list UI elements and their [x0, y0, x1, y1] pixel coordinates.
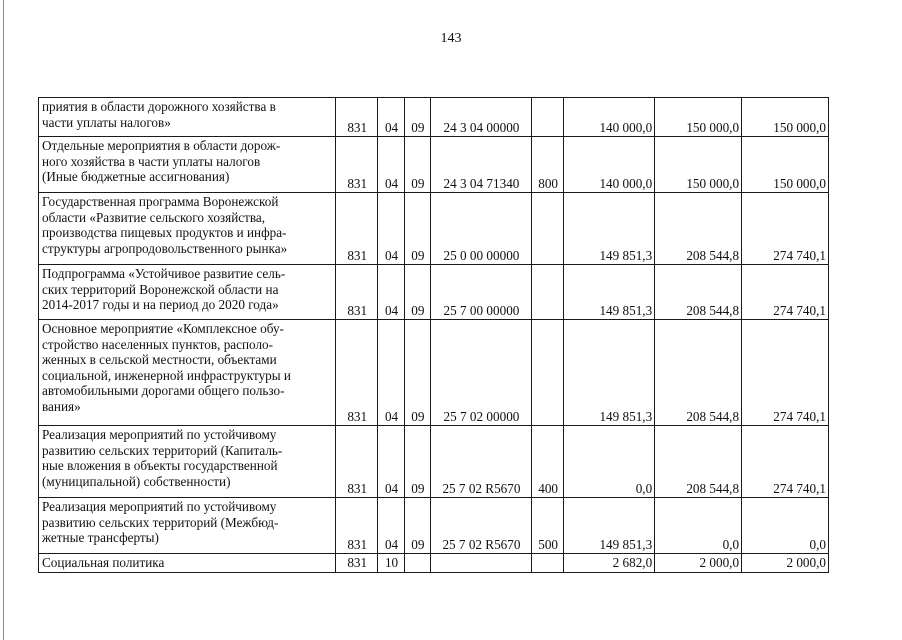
- item-name-line: части уплаты налогов»: [42, 114, 171, 130]
- table-row: [39, 193, 829, 265]
- item-name-cell: [39, 498, 336, 554]
- amount-cell-2: 208 544,8: [655, 320, 742, 426]
- section-cell: 04: [378, 320, 404, 426]
- budget-table-body: [39, 98, 829, 573]
- amount-cell-1: 149 851,3: [564, 193, 655, 265]
- subsection-cell: 09: [404, 320, 430, 426]
- subsection-cell: [404, 554, 430, 573]
- amount-cell-2: 208 544,8: [655, 265, 742, 320]
- item-name-cell: [39, 320, 336, 426]
- item-name-line: ских территорий Воронежской области на: [42, 281, 279, 297]
- amount-cell-1: 149 851,3: [564, 320, 655, 426]
- section-cell: 04: [378, 193, 404, 265]
- item-name-line: (Иные бюджетные ассигнования): [42, 169, 230, 184]
- expense-type-cell: [531, 265, 563, 320]
- amount-cell-3: 274 740,1: [742, 265, 829, 320]
- page-number: 143: [440, 31, 462, 46]
- target-article-cell: 25 7 02 R5670: [430, 426, 531, 498]
- amount-cell-2: 2 000,0: [655, 554, 742, 573]
- item-name-line: производства пищевых продуктов и инфра-: [42, 225, 287, 240]
- amount-cell-3: 150 000,0: [742, 137, 829, 193]
- item-name-line: области «Развитие сельского хозяйства,: [42, 209, 266, 225]
- item-name-line: Реализация мероприятий по устойчивому: [42, 499, 277, 514]
- item-name-cell: [39, 554, 336, 573]
- expense-type-cell: 400: [531, 426, 563, 498]
- item-name-line: женных в сельской местности, объектами: [42, 352, 277, 367]
- target-article-cell: 24 3 04 00000: [430, 98, 531, 137]
- item-name-line: стройство населенных пунктов, располо-: [42, 336, 274, 352]
- table-row: [39, 498, 829, 554]
- item-name-line: вания»: [42, 398, 81, 414]
- amount-cell-2: 150 000,0: [655, 137, 742, 193]
- table-row: [39, 320, 829, 426]
- amount-cell-3: 150 000,0: [742, 98, 829, 137]
- grbs-cell: 831: [336, 137, 378, 193]
- item-name-cell: [39, 426, 336, 498]
- section-cell: 04: [378, 265, 404, 320]
- section-cell: 04: [378, 137, 404, 193]
- item-name-line: развитию сельских территорий (Капиталь-: [42, 442, 283, 458]
- expense-type-cell: 800: [531, 137, 563, 193]
- table-row: [39, 265, 829, 320]
- section-cell: 10: [378, 554, 404, 573]
- item-name-line: ные вложения в объекты государственной: [42, 458, 278, 473]
- amount-cell-2: 150 000,0: [655, 98, 742, 137]
- item-name-line: (муниципальной) собственности): [42, 473, 231, 489]
- item-name-cell: [39, 193, 336, 265]
- target-article-cell: [430, 554, 531, 573]
- target-article-cell: 25 0 00 00000: [430, 193, 531, 265]
- section-cell: 04: [378, 498, 404, 554]
- table-row: [39, 426, 829, 498]
- amount-cell-2: 208 544,8: [655, 193, 742, 265]
- amount-cell-3: 274 740,1: [742, 426, 829, 498]
- expense-type-cell: [531, 98, 563, 137]
- section-cell: 04: [378, 98, 404, 137]
- expense-type-cell: [531, 193, 563, 265]
- item-name-line: Государственная программа Воронежской: [42, 194, 279, 209]
- item-name-line: автомобильными дорогами общего пользо-: [42, 383, 285, 398]
- item-name-line: 2014-2017 годы и на период до 2020 года»: [42, 297, 279, 312]
- amount-cell-1: 149 851,3: [564, 265, 655, 320]
- item-name-cell: [39, 265, 336, 320]
- amount-cell-1: 149 851,3: [564, 498, 655, 554]
- amount-cell-1: 140 000,0: [564, 98, 655, 137]
- item-name-line: социальной, инженерной инфраструктуры и: [42, 367, 291, 383]
- target-article-cell: 25 7 02 R5670: [430, 498, 531, 554]
- page-left-edge: [3, 0, 4, 640]
- item-name-line: приятия в области дорожного хозяйства в: [42, 99, 276, 114]
- amount-cell-2: 208 544,8: [655, 426, 742, 498]
- amount-cell-3: 2 000,0: [742, 554, 829, 573]
- amount-cell-2: 0,0: [655, 498, 742, 554]
- table-row: [39, 98, 829, 137]
- subsection-cell: 09: [404, 426, 430, 498]
- amount-cell-1: 0,0: [564, 426, 655, 498]
- grbs-cell: 831: [336, 554, 378, 573]
- grbs-cell: 831: [336, 98, 378, 137]
- item-name-line: Основное мероприятие «Комплексное обу-: [42, 321, 284, 336]
- subsection-cell: 09: [404, 98, 430, 137]
- item-name-line: структуры агропродовольственного рынка»: [42, 240, 288, 256]
- item-name-line: Отдельные мероприятия в области дорож-: [42, 138, 281, 153]
- amount-cell-3: 274 740,1: [742, 320, 829, 426]
- grbs-cell: 831: [336, 426, 378, 498]
- subsection-cell: 09: [404, 137, 430, 193]
- grbs-cell: 831: [336, 498, 378, 554]
- grbs-cell: 831: [336, 265, 378, 320]
- subsection-cell: 09: [404, 193, 430, 265]
- table-row: [39, 137, 829, 193]
- amount-cell-1: 140 000,0: [564, 137, 655, 193]
- item-name-line: Реализация мероприятий по устойчивому: [42, 427, 277, 442]
- grbs-cell: 831: [336, 320, 378, 426]
- subsection-cell: 09: [404, 265, 430, 320]
- budget-table: [38, 97, 829, 573]
- target-article-cell: 25 7 02 00000: [430, 320, 531, 426]
- item-name-line: развитию сельских территорий (Межбюд-: [42, 514, 279, 530]
- amount-cell-3: 0,0: [742, 498, 829, 554]
- subsection-cell: 09: [404, 498, 430, 554]
- amount-cell-1: 2 682,0: [564, 554, 655, 573]
- item-name-line: ного хозяйства в части уплаты налогов: [42, 153, 261, 169]
- target-article-cell: 25 7 00 00000: [430, 265, 531, 320]
- item-name-line: жетные трансферты): [42, 530, 159, 545]
- expense-type-cell: [531, 554, 563, 573]
- amount-cell-3: 274 740,1: [742, 193, 829, 265]
- item-name-line: Социальная политика: [42, 555, 165, 570]
- item-name-cell: [39, 137, 336, 193]
- item-name-line: Подпрограмма «Устойчивое развитие сель-: [42, 266, 286, 281]
- grbs-cell: 831: [336, 193, 378, 265]
- expense-type-cell: 500: [531, 498, 563, 554]
- section-cell: 04: [378, 426, 404, 498]
- target-article-cell: 24 3 04 71340: [430, 137, 531, 193]
- table-row: [39, 554, 829, 573]
- item-name-cell: [39, 98, 336, 137]
- expense-type-cell: [531, 320, 563, 426]
